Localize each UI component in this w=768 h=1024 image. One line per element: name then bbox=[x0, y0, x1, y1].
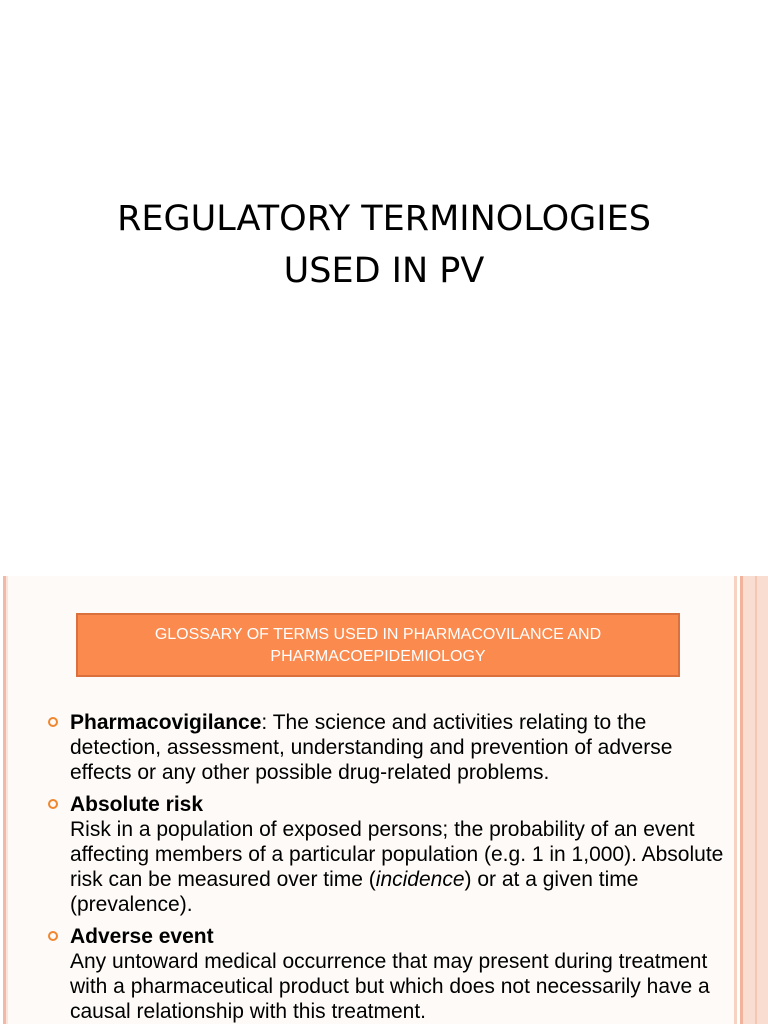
term-absolute-risk bbox=[46, 792, 726, 917]
right-border-stripe bbox=[755, 576, 757, 1024]
circle-bullet-icon bbox=[48, 799, 58, 809]
term-name: Pharmacovigilance bbox=[70, 711, 262, 734]
slide-title-line-1: REGULATORY TERMINOLOGIES bbox=[117, 199, 651, 239]
glossary-banner bbox=[76, 613, 680, 677]
term-definition: The science and activities relating to the detection, assessment, understanding and prevention of adverse effects or any other possible drug-related problems. bbox=[70, 711, 673, 784]
banner-line-2: PHARMACOEPIDEMIOLOGY bbox=[270, 648, 486, 665]
term-definition-part: ) or at a given time (prevalence). bbox=[70, 868, 639, 916]
circle-bullet-icon bbox=[48, 717, 58, 727]
term-name: Absolute risk bbox=[70, 793, 204, 816]
slide-title-line-2: USED IN PV bbox=[283, 251, 485, 291]
term-separator: : bbox=[261, 711, 273, 734]
term-pharmacovigilance bbox=[46, 710, 726, 785]
term-definition-part: Risk in a population of exposed persons; the probability of an event affecting members of a particular population (e.g. 1 in 1,000). Absolute risk can be measured over time ( bbox=[70, 818, 724, 891]
slide-title bbox=[0, 193, 768, 297]
circle-bullet-icon bbox=[48, 931, 58, 941]
glossary-slide bbox=[0, 576, 768, 1024]
term-definition: Any untoward medical occurrence that may present during treatment with a pharmaceutical product but which does not necessarily have a causal relationship with this treatment. bbox=[70, 950, 710, 1023]
banner-line-1: GLOSSARY OF TERMS USED IN PHARMACOVILANCE AND bbox=[154, 626, 602, 643]
term-definition-italic: incidence bbox=[375, 868, 465, 891]
term-definition bbox=[70, 817, 726, 917]
term-name: Adverse event bbox=[70, 925, 214, 948]
glossary-term-list bbox=[46, 710, 726, 1024]
left-border-stripe bbox=[6, 576, 8, 1024]
term-adverse-event bbox=[46, 924, 726, 1024]
